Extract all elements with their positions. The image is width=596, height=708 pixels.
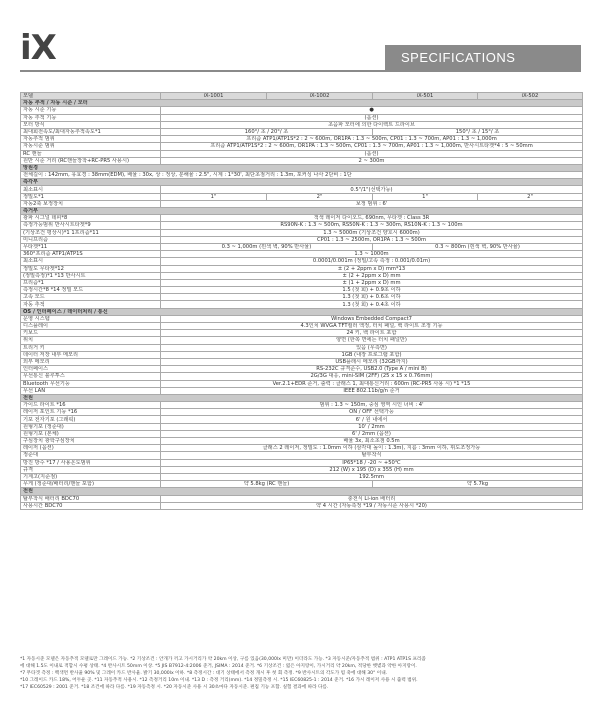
- footnote-line: *17 IEC60529 : 2001 준거. *18 조건에 따라 다름. *19 자동측정 시. *20 자동시준 사용 시 30초마다 자동시준. 편집 기능 포함. 실험 결과에 따라 다름.: [20, 685, 329, 690]
- spec-label: 360°프리즘 ATP1/ATP1S: [21, 251, 161, 258]
- spec-value: 1": [373, 193, 478, 200]
- spec-value: 150°/ 초 / 15°/ 초: [373, 128, 583, 135]
- spec-value: 24 키, 백 라이트 포함: [161, 330, 583, 337]
- spec-label: 사용시간 BDC70: [21, 502, 161, 509]
- model-column-header: iX-1001: [161, 93, 267, 100]
- table-row: [21, 445, 583, 452]
- spec-value: (옵션): [161, 114, 583, 121]
- spec-value: 4.3인치 WVGA TFT컬러 액정, 터치 패널, 백 라이트 조정 기능: [161, 323, 583, 330]
- table-row: [21, 380, 583, 387]
- spec-label: 무게 (정준대/배터리/핸들 포함): [21, 481, 161, 488]
- spec-label: 측정가능범위 반사시트타겟*9: [21, 222, 161, 229]
- spec-value: 배율 3x, 최소초점 0.5m: [161, 438, 583, 445]
- spec-label: 무선통신 블루투스: [21, 373, 161, 380]
- table-row: [21, 193, 583, 200]
- spec-value: 0.3 ~ 1,000m (흰색 벽, 90% 반사율): [161, 243, 373, 250]
- table-row: [21, 251, 583, 258]
- table-row: [21, 136, 583, 143]
- section-title: 전원: [21, 488, 583, 495]
- spec-value: ± (2 + 2ppm x D) mm: [161, 272, 583, 279]
- spec-value: RS-232C 규격준수, USB2.0 (Type A / mini B): [161, 366, 583, 373]
- table-row: [21, 351, 583, 358]
- spec-label: Bluetooth 무선기능: [21, 380, 161, 387]
- spec-value: 프리즘 ATP1/ATP1S*2 : 2 ~ 600m, OR1PA : 1.3 ~ 500m, CP01 : 1.3 ~ 700m, AP01 : 1.3 ~ 1,000m: [161, 136, 583, 143]
- spec-value: 0.0001/0.001m (정밀/고속 측정 : 0.001/0.01m): [161, 258, 583, 265]
- spec-value: 약 5.7kg: [373, 481, 583, 488]
- footnote-line: *1 자동시준 모델은 자동추적 모델로만 그레이드 가능. *2 기상조건 : 안개가 끼고 가시거리가 약 20km 이상, 구름 있음(30,000lx 미만) 이더라도 가능. *3 자동시준/자동추적 범위 : ATP1 ATP1S 프리즘: [20, 657, 426, 662]
- spec-label: 구심장치 광학구심장치: [21, 438, 161, 445]
- table-row: [21, 128, 583, 135]
- spec-label: (기상조건 평상시)*1 1프리즘*11: [21, 229, 161, 236]
- spec-value: ± (2 + 2ppm x D) mm*13: [161, 265, 583, 272]
- section-header-row: [21, 164, 583, 171]
- spec-label: 디스플레이: [21, 323, 161, 330]
- spec-label: 탈부착식 배터리 BDC70: [21, 495, 161, 502]
- table-row: [21, 301, 583, 308]
- spec-label: 무타겟*11: [21, 243, 161, 250]
- spec-label: RC 핸들: [21, 150, 161, 157]
- page-title: SPECIFICATIONS: [401, 50, 516, 65]
- spec-label: 무선 LAN: [21, 387, 161, 394]
- table-row: [21, 287, 583, 294]
- table-row: [21, 186, 583, 193]
- specifications-header: [385, 45, 581, 71]
- table-row: [21, 337, 583, 344]
- spec-value: 6' / 2mm (옵션): [161, 430, 583, 437]
- section-header-row: [21, 208, 583, 215]
- spec-label: 운영 시스템: [21, 315, 161, 322]
- spec-value: 양면 (한쪽 면에는 터치 패널만): [161, 337, 583, 344]
- spec-value: 적색 레이저 다이오드, 690nm, 무타겟 : Class 3R: [161, 215, 583, 222]
- table-row: [21, 315, 583, 322]
- spec-label: 정밀도*1: [21, 193, 161, 200]
- spec-label: 가이드 라이트 *16: [21, 402, 161, 409]
- section-title: 자동 추적 / 자동 시준 / 모터: [21, 100, 583, 107]
- spec-value: 1.3 (첫 회) + 0.4초 이하: [161, 301, 583, 308]
- table-row: [21, 294, 583, 301]
- spec-label: 레이저 포인트 기능 *16: [21, 409, 161, 416]
- spec-value: ± (1 + 2ppm x D) mm: [161, 279, 583, 286]
- table-row: [21, 258, 583, 265]
- spec-label: 원형기포 (본체): [21, 430, 161, 437]
- spec-value: 2": [478, 193, 583, 200]
- spec-value: (옵션): [161, 150, 583, 157]
- spec-value: 충전식 Li-ion 배터리: [161, 495, 583, 502]
- spec-label: 자동 시준 기능: [21, 107, 161, 114]
- spec-value: 2 ~ 300m: [161, 157, 583, 164]
- spec-label: 모터 방식: [21, 121, 161, 128]
- brand-logo: iX: [20, 28, 56, 68]
- spec-value: 0.3 ~ 800m (흰색 벽, 90% 반사율): [373, 243, 583, 250]
- section-title: 전원: [21, 394, 583, 401]
- spec-label: 정준대: [21, 452, 161, 459]
- spec-value: 있음 (우측면): [161, 344, 583, 351]
- spec-label: 원반 시준 거리 (RC핸들장착+RC-PR5 사용시): [21, 157, 161, 164]
- spec-label: 자동 추적: [21, 301, 161, 308]
- spec-label: 측정시간*8 *14 정밀 모드: [21, 287, 161, 294]
- spec-label: 기포 전자기포 (그래픽): [21, 416, 161, 423]
- table-row: [21, 200, 583, 207]
- section-header-row: [21, 100, 583, 107]
- spec-value: 212 (W) x 195 (D) x 355 (H) mm: [161, 466, 583, 473]
- spec-value: 1.3 ~ 1000m: [161, 251, 583, 258]
- table-row: [21, 387, 583, 394]
- spec-label: 기계고(지준점): [21, 473, 161, 480]
- spec-label: 규격: [21, 466, 161, 473]
- table-row: [21, 265, 583, 272]
- spec-label: 최소표시: [21, 258, 161, 265]
- table-row: [21, 466, 583, 473]
- spec-value: 192.5mm: [161, 473, 583, 480]
- spec-value: 클래스 2 레이저, 정밀도 : 1.0mm 이하 (삼각대 높이 : 1.3m), 지름 : 3mm 이하, 휘도조정가능: [161, 445, 583, 452]
- spec-value: 약 5.8kg (RC 핸들): [161, 481, 373, 488]
- model-column-header: iX-1002: [267, 93, 373, 100]
- table-row: [21, 222, 583, 229]
- spec-label: 프리즘*1: [21, 279, 161, 286]
- spec-label: 데이터 저장 내부 메모리: [21, 351, 161, 358]
- spec-value: 6' / 원 내에서: [161, 416, 583, 423]
- table-row: [21, 358, 583, 365]
- spec-label: 위치: [21, 337, 161, 344]
- spec-value: 약 4 시간 (자동측정 *19 / 자동시준 사용시 *20): [161, 502, 583, 509]
- model-column-header: iX-501: [373, 93, 478, 100]
- table-row: [21, 409, 583, 416]
- spec-label: (정밀측정)*1 *13 반사시트: [21, 272, 161, 279]
- spec-label: 고속 모드: [21, 294, 161, 301]
- table-row: [21, 114, 583, 121]
- table-row: [21, 236, 583, 243]
- spec-value: 2": [267, 193, 373, 200]
- table-row: [21, 157, 583, 164]
- spec-value: ●: [161, 107, 583, 114]
- spec-label: 키보드: [21, 330, 161, 337]
- table-row: [21, 215, 583, 222]
- footnote-line: 에 대해 1.5도 이내로 적합시 수평 상태. *4 반사시트 50mm 이상. *5 JIS B7912-4:2006 준거, JSIMA : 2014 준거. *6 기상조건 : 엷은 아지랑이, 가시거리 약 20km, 적당한 햇볕과 약한 아지랑이.: [20, 664, 417, 669]
- table-row: [21, 150, 583, 157]
- section-title: 망원경: [21, 164, 583, 171]
- spec-label: 자동시준 범위: [21, 143, 161, 150]
- table-row: [21, 366, 583, 373]
- table-row: [21, 107, 583, 114]
- spec-label: 미니프리즘: [21, 236, 161, 243]
- spec-label: 외부 메모리: [21, 358, 161, 365]
- spec-label: 레이저 (옵션): [21, 445, 161, 452]
- section-header-row: [21, 179, 583, 186]
- table-row: [21, 423, 583, 430]
- row-header-label: 모델: [21, 93, 161, 100]
- spec-value: 1GB (내장 프로그램 포함): [161, 351, 583, 358]
- table-row: [21, 229, 583, 236]
- spec-label: 최대회전속도/최대자동추적속도*1: [21, 128, 161, 135]
- section-header-row: [21, 488, 583, 495]
- header-rule: [20, 70, 581, 72]
- table-row: [21, 430, 583, 437]
- footnote-line: *10 그레이드 카드 18%, 어두운 곳. *11 자동추적 사용시. *12 측정거리 10m 이내. *13 D : 측정 거리(mm). *14 정밀측정 시. *15 IEC60825-1 : 2014 준거. *16 가시 레이저 사용 시 출력 범위.: [20, 678, 418, 683]
- spec-value: 160°/ 초 / 20°/ 초: [161, 128, 373, 135]
- spec-value: Windows Embedded Compact7: [161, 315, 583, 322]
- section-header-row: [21, 394, 583, 401]
- spec-value: 전체길이 : 142mm, 유효경 : 38mm(EDM), 배율 : 30x, 상 : 정상, 분해율 : 2.5", 시계 : 1°30', 최단초점거리 : 1.3m, 포커싱 나사 2단비 : 1단: [21, 172, 583, 179]
- spec-label: 인터페이스: [21, 366, 161, 373]
- spec-label: 광파 시그널 데피*8: [21, 215, 161, 222]
- spec-label: 정밀도 무타겟*12: [21, 265, 161, 272]
- spec-label: 최소표시: [21, 186, 161, 193]
- spec-value: 탈부착식: [161, 452, 583, 459]
- table-header-row: [21, 93, 583, 100]
- spec-value: USB플래시 메모리 (32GB까지): [161, 358, 583, 365]
- table-row: [21, 481, 583, 488]
- table-row: [21, 121, 583, 128]
- table-row: [21, 495, 583, 502]
- spec-label: 자동추적 범위: [21, 136, 161, 143]
- table-row: [21, 459, 583, 466]
- table-row: [21, 416, 583, 423]
- section-title: 측각부: [21, 179, 583, 186]
- spec-table: [20, 92, 583, 510]
- spec-value: Ver.2.1+EDR 준거, 출력 : 클래스 1, 최대통신거리 : 600m (RC-PR5 사용 시) *1 *15: [161, 380, 583, 387]
- spec-value: 보정 범위 : 6': [161, 200, 583, 207]
- section-title: 측거부: [21, 208, 583, 215]
- spec-value: 프리즘 ATP1/ATP1S*2 : 2 ~ 600m, OR1PA : 1.3 ~ 500m, CP01 : 1.3 ~ 700m, AP01 : 1.3 ~ 1,000m, 반사시트타겟*4 : 5 ~ 50mm: [161, 143, 583, 150]
- table-row: [21, 452, 583, 459]
- table-row: [21, 323, 583, 330]
- section-title: OS / 인터페이스 / 데이터처리 / 통신: [21, 308, 583, 315]
- table-row: [21, 172, 583, 179]
- spec-value: RS90N-K : 1.3 ~ 500m, RS50N-K : 1.3 ~ 300m, RS10N-K : 1.3 ~ 100m: [161, 222, 583, 229]
- table-row: [21, 373, 583, 380]
- spec-value: 1": [161, 193, 267, 200]
- spec-value: ON / OFF 선택가능: [161, 409, 583, 416]
- spec-label: 자동2축 보정장치: [21, 200, 161, 207]
- table-row: [21, 330, 583, 337]
- spec-value: 1.3 ~ 5000m (기상조건 양호시 6000m): [161, 229, 583, 236]
- footnotes: [20, 656, 582, 691]
- spec-value: CP01 : 1.3 ~ 2500m, OR1PA : 1.3 ~ 500m: [161, 236, 583, 243]
- table-row: [21, 344, 583, 351]
- spec-value: 2G/3G 대응, mini-SIM (2FF) (25 x 15 x 0.76mm): [161, 373, 583, 380]
- spec-label: 트리거 키: [21, 344, 161, 351]
- spec-value: 0.5"/1"(선택가능): [161, 186, 583, 193]
- spec-value: IEEE 802.11b/g/n 준거: [161, 387, 583, 394]
- table-row: [21, 272, 583, 279]
- table-row: [21, 402, 583, 409]
- spec-label: 방진 방수 *17 / 사용온도범위: [21, 459, 161, 466]
- table-row: [21, 502, 583, 509]
- footnote-line: *7 무타겟 측정 : 백색면 반사율 90% 및 그레이 카드 반사율. 밝기 30,000lx 이하. *8 측정시간 : 대기 상태에서 측정 개시 후 첫 회 측정. *9 반사시트의 각도가 빔 축에 대해 30° 이내.: [20, 671, 388, 676]
- spec-value: 초음파 모터에 의한 다이렉트 드라이브: [161, 121, 583, 128]
- model-column-header: iX-502: [478, 93, 583, 100]
- spec-value: 1.3 (첫 회) + 0.6초 이하: [161, 294, 583, 301]
- table-row: [21, 243, 583, 250]
- spec-value: 10' / 2mm: [161, 423, 583, 430]
- table-row: [21, 473, 583, 480]
- table-row: [21, 438, 583, 445]
- spec-value: 범위 : 1.3 ~ 150m, 중심 영역 시인 너비 : 4': [161, 402, 583, 409]
- table-row: [21, 143, 583, 150]
- spec-label: 원형기포 (정준대): [21, 423, 161, 430]
- spec-value: 1.5 (첫 회) + 0.9초 이하: [161, 287, 583, 294]
- section-header-row: [21, 308, 583, 315]
- table-row: [21, 279, 583, 286]
- spec-value: IP65*18 / -20 ~ +50℃: [161, 459, 583, 466]
- spec-label: 자동 추적 기능: [21, 114, 161, 121]
